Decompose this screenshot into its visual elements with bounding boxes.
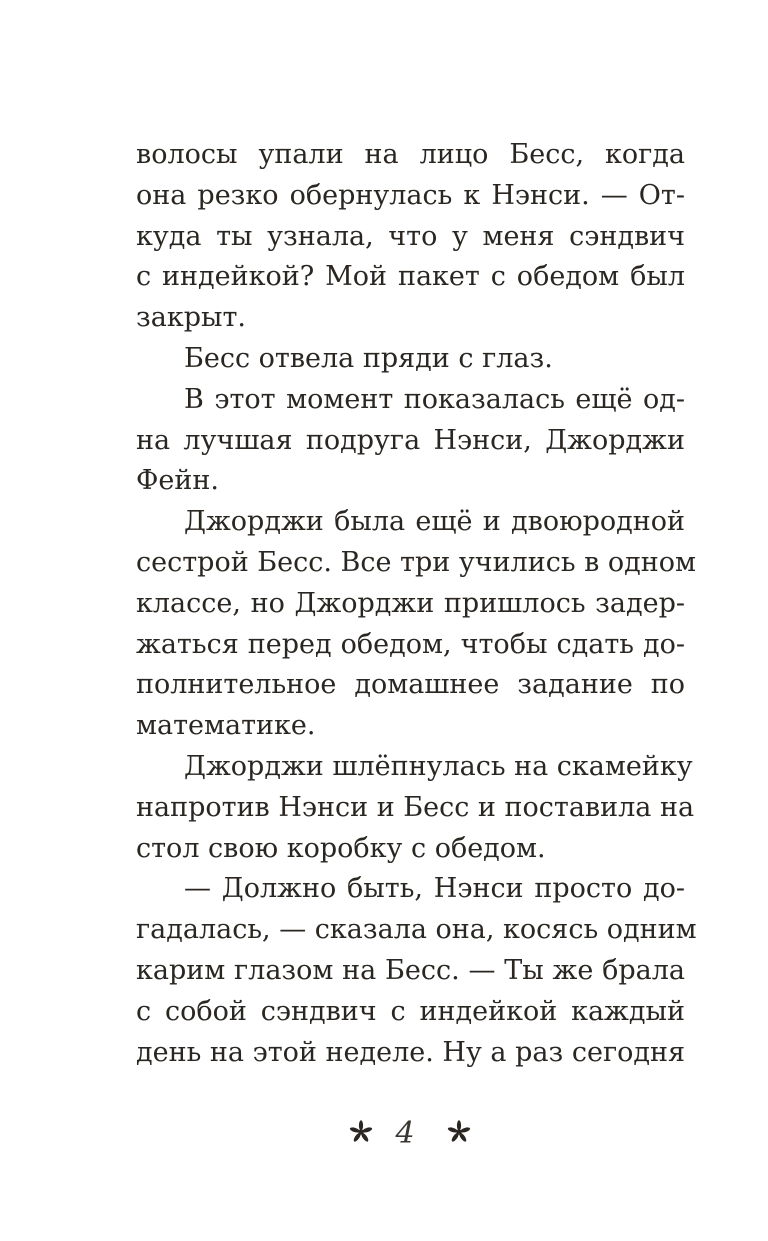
paragraph-first-line: В этот момент показалась ещё од- [184,383,685,415]
body-text [136,135,697,1073]
paragraph-first-line: — Должно быть, Нэнси просто до- [184,873,685,905]
text-line: волосы упали на лицо Бесс, когда [136,139,685,170]
text-line: день на этой неделе. Ну а раз сегодня [136,1036,685,1068]
text-line: жаться перед обедом, чтобы сдать до- [136,628,685,660]
text-line: с собой сэндвич с индейкой каждый [136,995,685,1027]
text-line: классе, но Джорджи пришлось задер- [136,587,685,619]
paragraph-first-line: Джорджи шлёпнулась на скамейку [184,750,693,782]
paragraph-first-line: Бесс отвела пряди с глаз. [184,342,553,374]
text-line: Фейн. [136,465,219,497]
asterisk-star-icon [447,1120,471,1144]
paragraph-first-line: Джорджи была ещё и двоюродной [184,506,685,538]
text-line: она резко обернулась к Нэнси. — От- [136,179,685,211]
page-number: 4 [395,1116,415,1151]
text-line: с индейкой? Мой пакет с обедом был [136,261,685,293]
text-line: гадалась, — сказала она, косясь одним [136,914,697,946]
text-line: закрыт. [136,302,246,334]
text-line: стол свою коробку с обедом. [136,832,546,864]
asterisk-star-icon [349,1120,373,1144]
text-line: напротив Нэнси и Бесс и поставила на [136,791,695,823]
text-line: полнительное домашнее задание по [136,669,685,701]
text-line: математике. [136,710,316,742]
text-line: карим глазом на Бесс. — Ты же брала [136,954,685,986]
text-line: на лучшая подруга Нэнси, Джорджи [136,424,685,456]
text-line: сестрой Бесс. Все три учились в одном [136,546,697,578]
page-footer [0,1112,768,1156]
text-line: куда ты узнала, что у меня сэндвич [136,220,685,252]
